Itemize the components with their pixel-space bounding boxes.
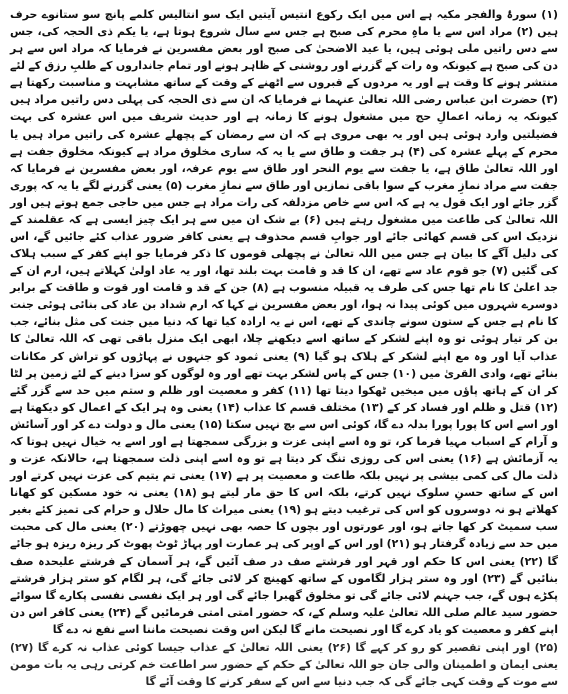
commentary-paragraph-last: (۲۵) اور اپنی تقصیر کو رو کر کہے گا (۲۶) یعنی اللہ تعالیٰ کے عذاب جیسا کوئی عذاب نہ کرے گا (۲۷) یعنی ایمان و اطمینان والی جان جو اللہ تعالیٰ کے حکم کے حضور سر اطاعت خم کرتی رہی یہ بات مومن سے موت کے وقت کہی جائے گی کہ جب دنیا سے اس کے سفر کرنے کا وقت آئے گا <box>10 640 558 689</box>
commentary-paragraph: (۱) سورۂ والفجر مکیہ ہے اس میں ایک رکوع انتیس آیتیں ایک سو انتالیس کلمے پانچ سو ستانوے حرف ہیں (۲) مراد اس سے یا ماہِ محرم کی صبح ہے جس سے سال شروع ہوتا ہے، یا یکم ذی الحجہ کی، جس سے دس راتیں ملی ہوئی ہیں، یا عید الاضحیٰ کی صبح اور بعض مفسرین نے فرمایا کہ مراد اس سے ہر دن کی صبح ہے کیونکہ وہ رات کے گزرنے اور روشنی کے ظاہر ہونے اور تمام جانداروں کے طلبِ رزق کے لئے منتشر ہونے کا وقت ہے اور یہ مردوں کے قبروں سے اٹھنے کے وقت کے ساتھ مشابہت و مناسبت رکھتا ہے (۳) حضرت ابن عباس رضی اللہ تعالیٰ عنہما نے فرمایا کہ ان سے ذی الحجہ کی پہلی دس راتیں مراد ہیں کیونکہ یہ زمانہ اعمالِ حج میں مشغول ہونے کا زمانہ ہے اور حدیث شریف میں اس عشرہ کی بہت فضیلتیں وارد ہوئی ہیں اور یہ بھی مروی ہے کہ ان سے رمضان کے پچھلے عشرہ کی راتیں مراد ہیں یا محرم کے پہلے عشرہ کی (۴) ہر جفت و طاق سے یا یہ کہ ساری مخلوق مراد ہے کیونکہ مخلوق جفت ہے اور اللہ تعالیٰ طاق ہے، یا جفت سے یوم النحر اور طاق سے یوم عرفہ، اور بعض مفسرین نے فرمایا کہ جفت سے مراد نمازِ مغرب کے سوا باقی نمازیں اور طاق سے نمازِ مغرب (۵) یعنی گزرنے لگے یا یہ کہ پوری گزر جائے اور ایک قول یہ ہے کہ اس سے خاص مزدلفہ کی رات مراد ہے جس میں حاجی جمع ہوتے ہیں اور اللہ تعالیٰ کی طاعت میں مشغول رہتے ہیں (۶) بے شک ان میں سے ہر ایک چیز ایسی ہے کہ عقلمند کے نزدیک اس کی قسم کھائی جائے اور جوابِ قسم محذوف ہے یعنی کافر ضرور عذاب کئے جائیں گے، اس کی دلیل آگے کا بیان ہے جس میں اللہ تعالیٰ نے پچھلی قوموں کا ذکر فرمایا جو اپنے کفر کے سبب ہلاک کی گئیں (۷) جو قوم عاد سے تھے، ان کا قد و قامت بہت بلند تھا، اور یہ عاد اولیٰ کہلاتے ہیں، ارم ان کے جد اعلیٰ کا نام تھا جس کی طرف یہ قبیلہ منسوب ہے (۸) جن کے قد و قامت اور قوت و طاقت کے برابر دوسرے شہروں میں کوئی پیدا نہ ہوا، اور بعض مفسرین نے کہا کہ ارم شداد بن عاد کی بنائی ہوئی جنت کا نام ہے جس کے ستون سونے چاندی کے تھے، اس نے یہ ارادہ کیا تھا کہ دنیا میں جنت کی مثل بنائے، جب بن کر تیار ہوئی تو وہ اپنے لشکر کے ساتھ اسے دیکھنے چلا، ابھی ایک منزل باقی تھی کہ اللہ تعالیٰ کا عذاب آیا اور وہ مع اپنے لشکر کے ہلاک ہو گیا (۹) یعنی ثمود کو جنہوں نے پہاڑوں کو تراش کر مکانات بنائے تھے، وادی القریٰ میں (۱۰) جس کے پاس لشکر بہت تھے اور وہ لوگوں کو سزا دینے کے لئے زمین پر لٹا کر ان کے ہاتھ پاؤں میں میخیں ٹھکوا دیتا تھا (۱۱) کفر و معصیت اور ظلم و ستم میں حد سے گزر گئے (۱۲) قتل و ظلم اور فساد کر کے (۱۳) مختلف قسم کا عذاب (۱۴) یعنی وہ ہر ایک کے اعمال کو دیکھتا ہے اور اسے اس کا پورا پورا بدلہ دے گا، کوئی اس سے بچ نہیں سکتا (۱۵) یعنی مال و دولت دے کر اور آسائش و آرام کے اسباب مہیا فرما کر، تو وہ اسے اپنی عزت و بزرگی سمجھتا ہے اور اسے یہ خیال نہیں ہوتا کہ یہ آزمائش ہے (۱۶) یعنی اس کی روزی تنگ کر دیتا ہے تو وہ اسے اپنی ذلت سمجھتا ہے، حالانکہ عزت و ذلت مال کی کمی بیشی پر نہیں بلکہ طاعت و معصیت پر ہے (۱۷) یعنی تم یتیم کی عزت نہیں کرتے اور اس کے ساتھ حسنِ سلوک نہیں کرتے، بلکہ اس کا حق مار لیتے ہو (۱۸) یعنی نہ خود مسکین کو کھانا کھلاتے ہو نہ دوسروں کو اس کی ترغیب دیتے ہو (۱۹) یعنی میراث کا مال حلال و حرام کی تمیز کئے بغیر سب سمیٹ کر کھا جاتے ہو، اور عورتوں اور بچوں کا حصہ بھی نہیں چھوڑتے (۲۰) یعنی مال کی محبت میں حد سے زیادہ گرفتار ہو (۲۱) اور اس کے اوپر کی ہر عمارت اور پہاڑ ٹوٹ پھوٹ کر ریزہ ریزہ ہو جائے گا (۲۲) یعنی اس کا حکم اور قہر اور فرشتے صف در صف آئیں گے، ہر آسمان کے فرشتے علیحدہ صف بنائیں گے (۲۳) اور وہ ستر ہزار لگاموں کے ساتھ کھینچ کر لائی جائے گی، ہر لگام کو ستر ہزار فرشتے پکڑے ہوں گے، جب جہنم لائی جائے گی تو مخلوق گھبرا جائے گی اور ہر ایک نفسی نفسی پکارے گا سوائے حضور سید عالم صلی اللہ تعالیٰ علیہ وسلم کے، کہ حضور امتی امتی فرمائیں گے (۲۴) یعنی کافر اس دن اپنے کفر و معصیت کو یاد کرے گا اور نصیحت مانے گا لیکن اس وقت نصیحت ماننا اسے نفع نہ دے گا <box>10 8 559 636</box>
commentary-text-block <box>10 6 558 690</box>
